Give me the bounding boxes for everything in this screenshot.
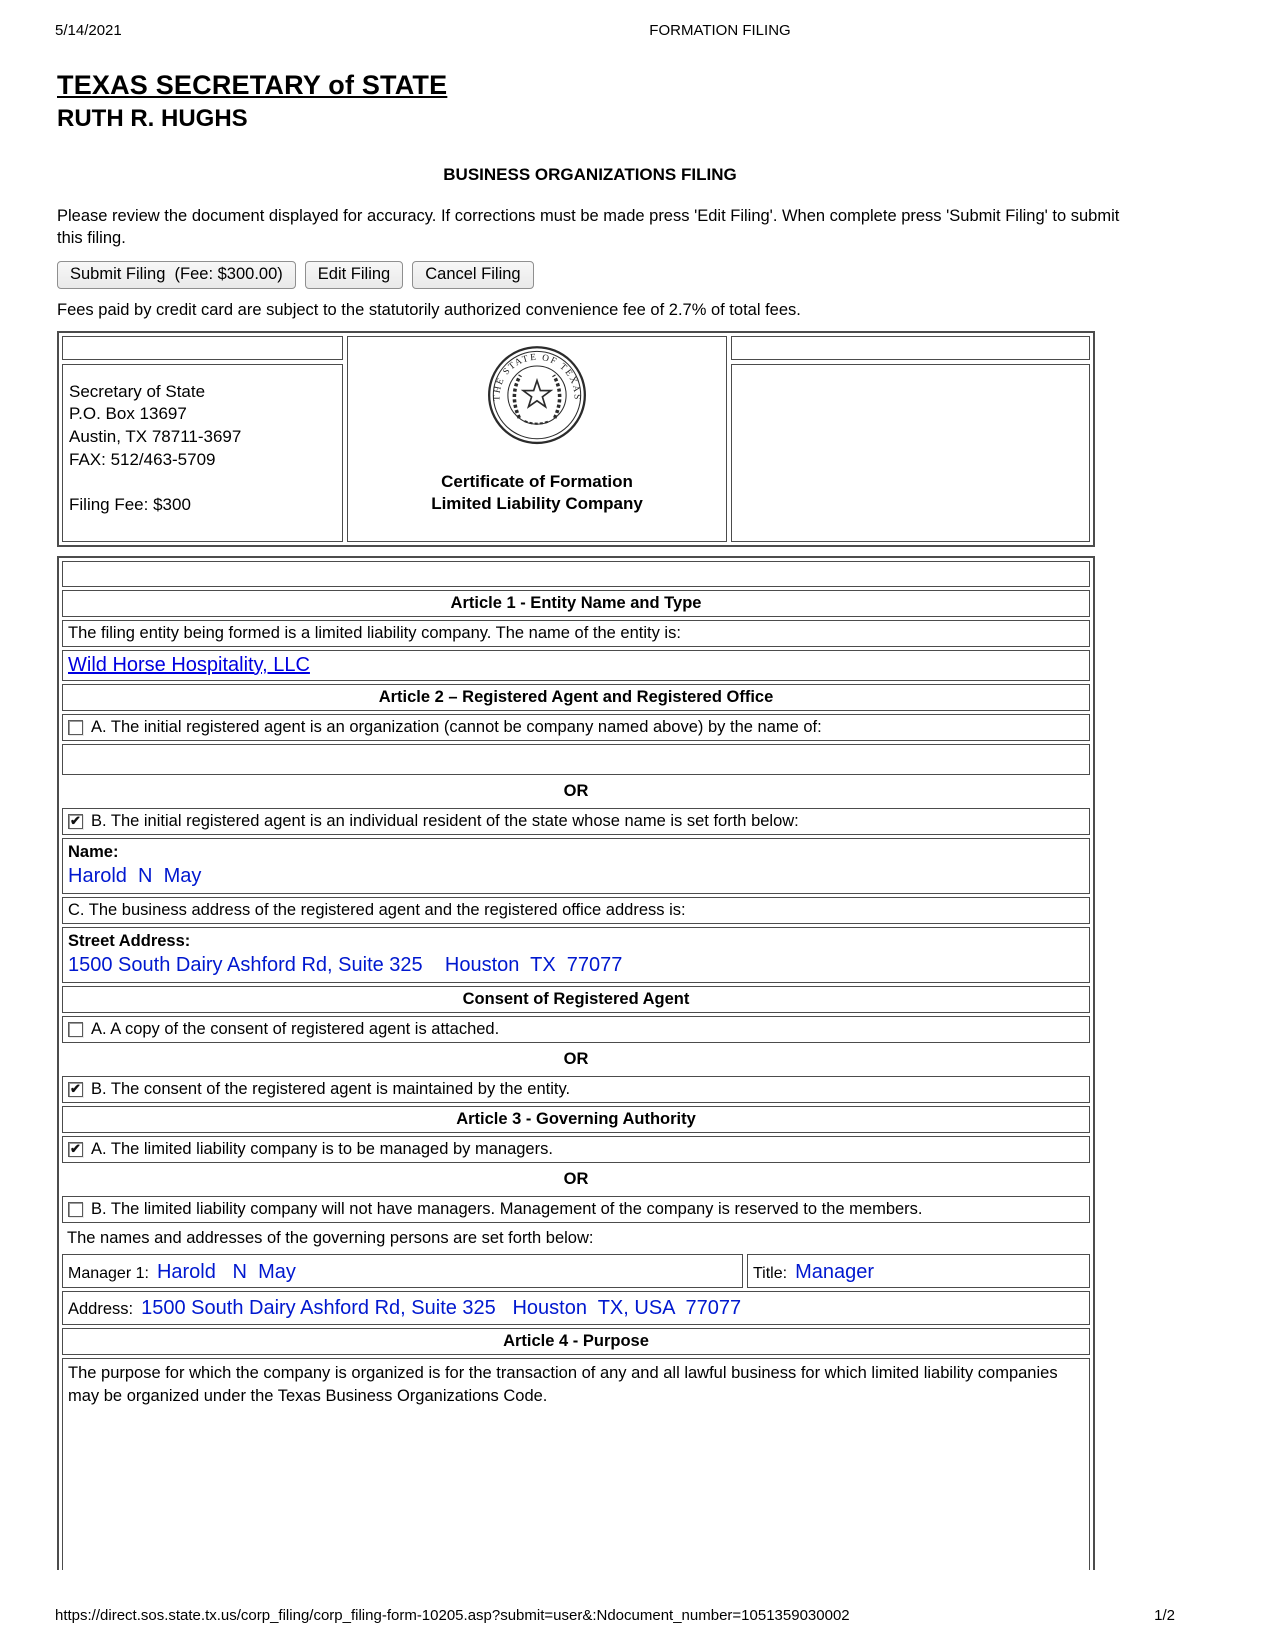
article2-option-a-row [62,714,1090,741]
consent-or-label: OR [62,1046,1090,1073]
article3-option-a-label: A. The limited liability company is to be managed by managers. [91,1139,553,1158]
consent-option-b-label: B. The consent of the registered agent is maintained by the entity. [91,1079,571,1098]
sos-address-line: P.O. Box 13697 [69,404,187,424]
governing-persons-intro: The names and addresses of the governing persons are set forth below: [62,1226,1090,1251]
manager-title-value: Manager [795,1260,875,1283]
empty-row [62,561,1090,587]
manager-title-cell [747,1254,1090,1288]
sos-address-line: Secretary of State [69,381,206,401]
svg-text:THE STATE OF TEXAS: THE STATE OF TEXAS [492,352,582,401]
article1-header: Article 1 - Entity Name and Type [62,590,1090,617]
manager-row [62,1254,1090,1288]
texas-state-seal-icon [485,341,589,445]
cancel-filing-button[interactable]: Cancel Filing [412,261,533,289]
article3-option-a-checkbox[interactable] [68,1142,83,1157]
certificate-title-line1: Certificate of Formation [441,471,633,491]
certificate-cell [347,336,727,542]
review-note: Please review the document displayed for accuracy. If corrections must be made press 'Edit Filing'. When complete press 'Submit Filing' to submit this filing. [57,207,1120,248]
agent-name-label: Name: [68,842,119,861]
convenience-fee-note: Fees paid by credit card are subject to the statutorily authorized convenience fee of 2.7% of total fees. [57,300,801,319]
article3-option-b-row [62,1196,1090,1223]
purpose-text-row [62,1358,1090,1570]
agent-name-value: Harold N May [68,864,202,887]
article3-header: Article 3 - Governing Authority [62,1106,1090,1133]
consent-option-b-checkbox[interactable] [68,1082,83,1097]
title-label: Title: [753,1264,788,1282]
sos-address-line: FAX: 512/463-5709 [69,450,216,470]
entity-name-row [62,650,1090,681]
certificate-form-table [57,556,1095,1570]
filing-header-table [57,331,1095,547]
consent-option-a-row [62,1016,1090,1043]
organization-name-field [62,744,1090,775]
print-document-title: FORMATION FILING [649,22,791,39]
article2-option-b-checkbox[interactable] [68,814,83,829]
sos-address-line: Austin, TX 78711-3697 [69,427,242,447]
manager-address-row [62,1291,1090,1325]
manager-name-cell [62,1254,743,1288]
article4-header: Article 4 - Purpose [62,1328,1090,1355]
agency-title: TEXAS SECRETARY of STATE [57,70,448,100]
submit-filing-button[interactable]: Submit Filing (Fee: $300.00) [57,261,296,289]
manager-label: Manager 1: [68,1264,149,1282]
street-address-label: Street Address: [68,931,191,950]
street-address-row [62,927,1090,983]
officer-name: RUTH R. HUGHS [57,105,248,132]
manager-name-value: Harold N May [156,1260,296,1283]
manager-address-value: 1500 South Dairy Ashford Rd, Suite 325 Houston TX, USA 77077 [141,1296,742,1319]
filing-fee: Filing Fee: $300 [69,495,191,515]
entity-name-link[interactable]: Wild Horse Hospitality, LLC [68,653,310,676]
article1-intro: The filing entity being formed is a limited liability company. The name of the entity is: [62,620,1090,647]
empty-cell-left [62,336,343,360]
filing-toolbar [57,261,1123,289]
footer-page-number: 1/2 [1154,1607,1175,1624]
consent-option-a-label: A. A copy of the consent of registered agent is attached. [91,1019,500,1038]
article3-option-a-row [62,1136,1090,1163]
empty-cell-right [731,364,1090,542]
purpose-text: The purpose for which the company is organized is for the transaction of any and all lawful business for which limited liability companies may be organized under the Texas Business Organizations Code. [68,1363,1058,1405]
article2-option-a-label: A. The initial registered agent is an organization (cannot be company named above) by the name of: [91,717,822,736]
article2-option-a-checkbox[interactable] [68,720,83,735]
footer-url: https://direct.sos.state.tx.us/corp_filing/corp_filing-form-10205.asp?submit=user&:Ndocument_number=1051359030002 [55,1607,850,1624]
article3-option-b-label: B. The limited liability company will not have managers. Management of the company is reserved to the members. [91,1199,923,1218]
article3-or-label: OR [62,1166,1090,1193]
article2-section-c: C. The business address of the registered agent and the registered office address is: [62,897,1090,924]
empty-cell-right-top [731,336,1090,360]
consent-header: Consent of Registered Agent [62,986,1090,1013]
street-address-value: 1500 South Dairy Ashford Rd, Suite 325 Houston TX 77077 [68,953,623,976]
article2-header: Article 2 – Registered Agent and Registered Office [62,684,1090,711]
print-date: 5/14/2021 [55,22,122,39]
consent-option-b-row [62,1076,1090,1103]
edit-filing-button[interactable]: Edit Filing [305,261,403,289]
article2-or-label: OR [62,778,1090,805]
consent-option-a-checkbox[interactable] [68,1022,83,1037]
article2-option-b-label: B. The initial registered agent is an individual resident of the state whose name is set forth below: [91,811,799,830]
address-label: Address: [68,1299,134,1318]
article2-option-b-row [62,808,1090,835]
filing-heading: BUSINESS ORGANIZATIONS FILING [443,165,737,184]
sos-address-block [62,364,343,542]
article3-option-b-checkbox[interactable] [68,1202,83,1217]
registered-agent-name-row [62,838,1090,894]
certificate-title-line2: Limited Liability Company [431,494,643,514]
